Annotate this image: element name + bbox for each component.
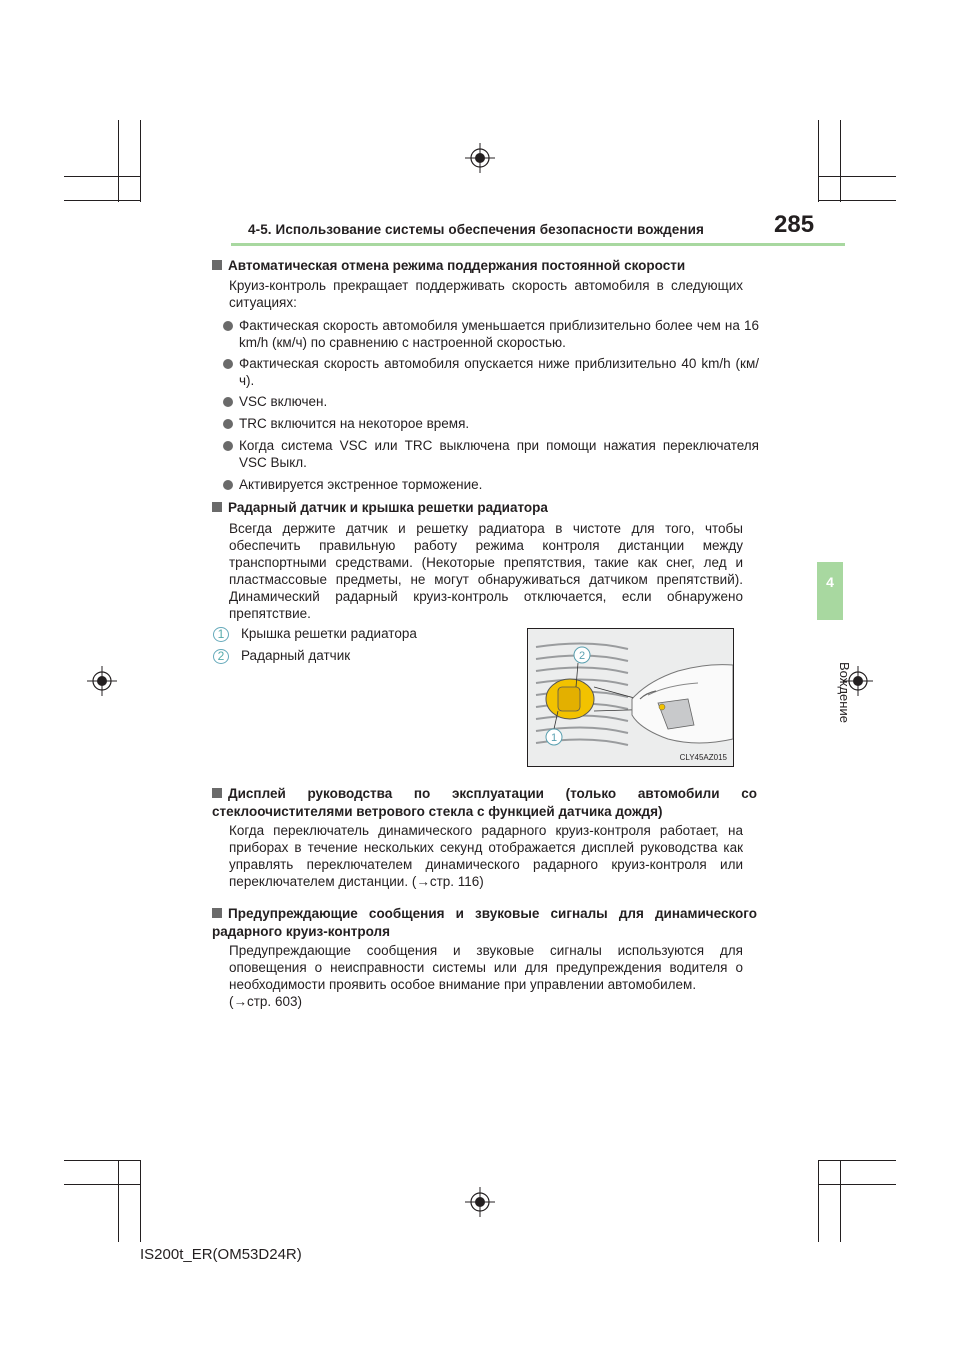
svg-text:1: 1 (550, 732, 558, 744)
paragraph: Всегда держите датчик и решетку радиатора в чистоте для того, чтобы обеспечить правильную работу режима контроля дистанции между транспортными средствами. (Некоторые препятствия, такие как снег, лед и пластмассовые предметы, не могут обнаруживаться датчиком препятствий). Динамический радарный круиз-контроль отключается, если обнаружено препятствие. (229, 521, 743, 621)
document-code: IS200t_ER(OM53D24R) (140, 1246, 302, 1263)
car-front-illustration (528, 629, 733, 766)
svg-text:2: 2 (578, 650, 586, 662)
square-bullet-icon (212, 260, 222, 270)
crop-mark (64, 200, 141, 201)
list-item: VSC включен. (223, 393, 759, 410)
callout-label: 1 Крышка решетки радиатора (213, 626, 417, 642)
square-bullet-icon (212, 502, 222, 512)
crop-mark (818, 1160, 896, 1161)
crop-mark (64, 176, 141, 177)
section-heading: Радарный датчик и крышка решетки радиатора (212, 499, 757, 517)
crop-mark (818, 1160, 819, 1242)
paragraph: Когда переключатель динамического радарного круиз-контроля работает, на приборах в течение нескольких секунд отображается дисплей руководства как управлять переключателем динамического радарного круиз-контроля или переключателем дистанции. (→стр. 116) (229, 823, 743, 889)
bullet-icon (223, 441, 233, 451)
registration-mark-icon (465, 1187, 495, 1217)
bullet-icon (223, 321, 233, 331)
crop-mark (818, 120, 819, 202)
list-item: Когда система VSC или TRC выключена при помощи нажатия переключателя VSC Выкл. (223, 437, 759, 471)
square-bullet-icon (212, 908, 222, 918)
crop-mark (118, 1160, 119, 1242)
crop-mark (840, 1160, 841, 1242)
bullet-icon (223, 419, 233, 429)
crop-mark (64, 1184, 141, 1185)
callout-number: 2 (213, 649, 229, 664)
chapter-number: 4 (826, 574, 834, 590)
section-heading: Предупреждающие сообщения и звуковые сигналы для динамического радарного круиз-контроля (212, 906, 757, 939)
list-item: Активируется экстренное торможение. (223, 476, 759, 493)
running-header: 4-5. Использование системы обеспечения безопасности вождения (248, 222, 705, 237)
bullet-icon (223, 359, 233, 369)
crop-mark (818, 200, 896, 201)
chapter-tab (817, 562, 843, 620)
paragraph: Круиз-контроль прекращает поддерживать скорость автомобиля в следующих ситуациях: (229, 278, 743, 310)
figure-code: CLY45AZ015 (679, 753, 727, 762)
page-reference: (→стр. 603) (229, 994, 302, 1009)
paragraph: Предупреждающие сообщения и звуковые сигналы используются для оповещения о неисправности системы или для предупреждения водителя о необходимости проявить особое внимание при управлении автомобилем. (229, 943, 743, 992)
registration-mark-icon (87, 666, 117, 696)
list-item: Фактическая скорость автомобиля уменьшается приблизительно более чем на 16 km/h (км/ч) по сравнению с настроенной скоростью. (223, 317, 759, 351)
square-bullet-icon (212, 788, 222, 798)
crop-mark (818, 176, 896, 177)
list-item: Фактическая скорость автомобиля опускается ниже приблизительно 40 km/h (км/ч). (223, 355, 759, 389)
crop-mark (840, 120, 841, 202)
header-divider (231, 243, 845, 246)
page-number: 285 (774, 211, 815, 238)
section-heading: Автоматическая отмена режима поддержания постоянной скорости (212, 257, 757, 275)
crop-mark (118, 120, 119, 202)
section-heading: Дисплей руководства по эксплуатации (только автомобили со стеклоочистителями ветрового стекла с функцией датчика дождя) (212, 786, 757, 819)
radar-sensor-figure (527, 628, 734, 767)
bullet-icon (223, 480, 233, 490)
crop-mark (140, 1160, 141, 1242)
chapter-label: Вождение (837, 662, 852, 723)
callout-number: 1 (213, 627, 229, 642)
crop-mark (818, 1184, 896, 1185)
crop-mark (64, 1160, 141, 1161)
registration-mark-icon (465, 143, 495, 173)
callout-label: 2 Радарный датчик (213, 648, 350, 664)
list-item: TRC включится на некоторое время. (223, 415, 759, 432)
bullet-icon (223, 397, 233, 407)
crop-mark (140, 120, 141, 202)
